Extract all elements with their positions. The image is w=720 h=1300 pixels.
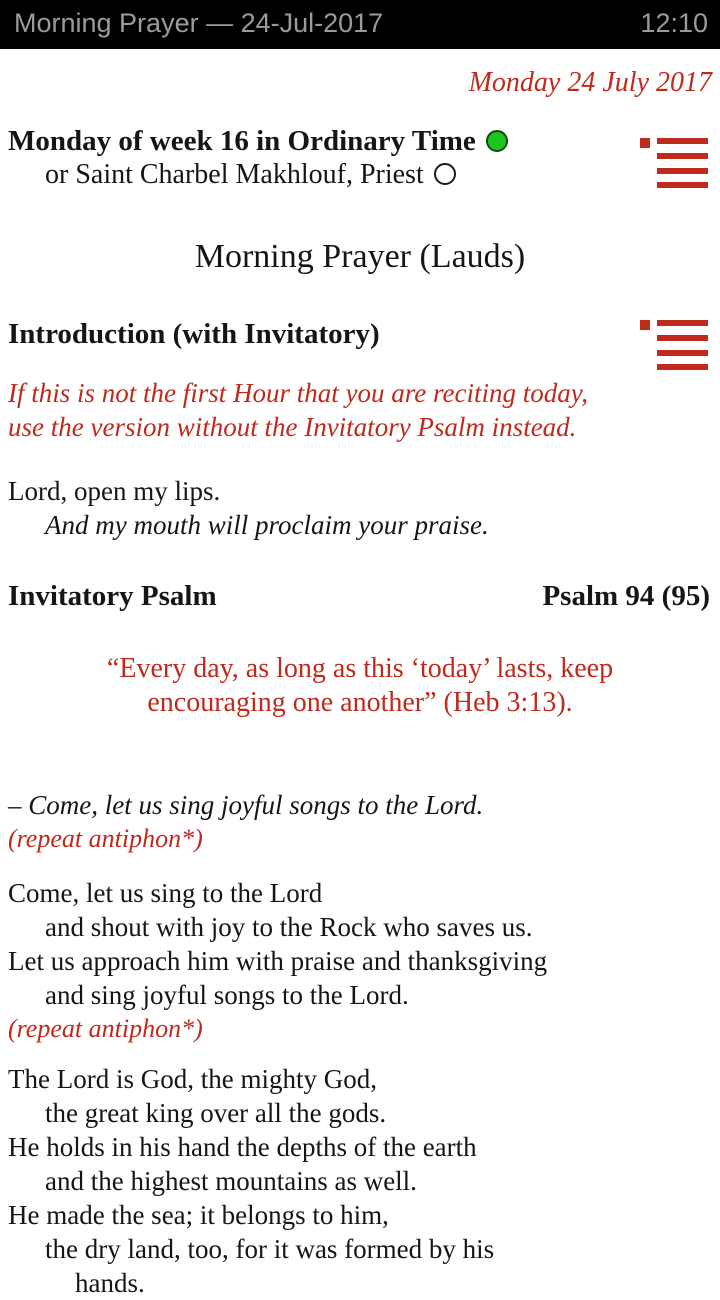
opening-versicle: [8, 474, 712, 542]
celebration-primary-label: Monday of week 16 in Ordinary Time: [8, 125, 476, 157]
quote-line: encouraging one another” (Heb 3:13).: [147, 687, 573, 718]
repeat-antiphon-note: (repeat antiphon*): [8, 1014, 203, 1043]
psalm-line: Let us approach him with praise and thanksgiving: [8, 946, 548, 976]
psalm-line: and shout with joy to the Rock who saves us.: [45, 912, 533, 942]
repeat-antiphon-note: (repeat antiphon*): [8, 824, 203, 853]
psalm-stanza: [8, 1062, 712, 1300]
psalm-line: Come, let us sing to the Lord: [8, 878, 323, 908]
psalm-line: He holds in his hand the depths of the earth: [8, 1132, 477, 1162]
celebration-alternative-label: or Saint Charbel Makhlouf, Priest: [45, 159, 424, 190]
psalm-line: the great king over all the gods.: [45, 1098, 387, 1128]
psalm-line: hands.: [75, 1268, 145, 1298]
invitatory-heading-row: [8, 578, 712, 614]
date-line: Monday 24 July 2017: [468, 67, 712, 98]
introduction-heading: Introduction (with Invitatory): [8, 318, 380, 350]
rubric-note: [8, 376, 712, 444]
section-menu-icon[interactable]: [640, 136, 708, 188]
quote-line: “Every day, as long as this ‘today’ lasts, keep: [106, 653, 614, 684]
status-bar: [0, 0, 720, 49]
psalm-line: He made the sea; it belongs to him,: [8, 1200, 389, 1230]
celebration-alternative[interactable]: [8, 158, 624, 192]
invitatory-heading: Invitatory Psalm: [8, 580, 217, 612]
introduction-heading-row: [8, 316, 712, 352]
status-bar-title: Morning Prayer — 24-Jul-2017: [14, 8, 384, 38]
antiphon-block: [8, 788, 712, 856]
rubric-line: use the version without the Invitatory Psalm instead.: [8, 412, 577, 442]
celebration-primary[interactable]: [8, 124, 624, 158]
psalm-stanza: [8, 876, 712, 1046]
status-bar-clock: 12:10: [640, 8, 708, 38]
scroll-area[interactable]: [0, 66, 720, 1297]
psalm-line: and the highest mountains as well.: [45, 1166, 417, 1196]
white-dot-icon: [434, 163, 456, 185]
psalm-line: the dry land, too, for it was formed by his: [45, 1234, 495, 1264]
green-dot-icon: [486, 130, 508, 152]
response-line: And my mouth will proclaim your praise.: [45, 510, 489, 540]
page-title: Morning Prayer (Lauds): [194, 238, 526, 275]
celebration-block: [8, 124, 712, 192]
scripture-quote: [8, 652, 712, 720]
psalm-line: The Lord is God, the mighty God,: [8, 1064, 377, 1094]
psalm-reference: Psalm 94 (95): [542, 580, 710, 612]
versicle-line: Lord, open my lips.: [8, 476, 221, 506]
section-menu-icon[interactable]: [640, 318, 708, 370]
antiphon-line: – Come, let us sing joyful songs to the Lord.: [8, 790, 484, 820]
psalm-line: and sing joyful songs to the Lord.: [45, 980, 409, 1010]
rubric-line: If this is not the first Hour that you are reciting today,: [8, 378, 588, 408]
